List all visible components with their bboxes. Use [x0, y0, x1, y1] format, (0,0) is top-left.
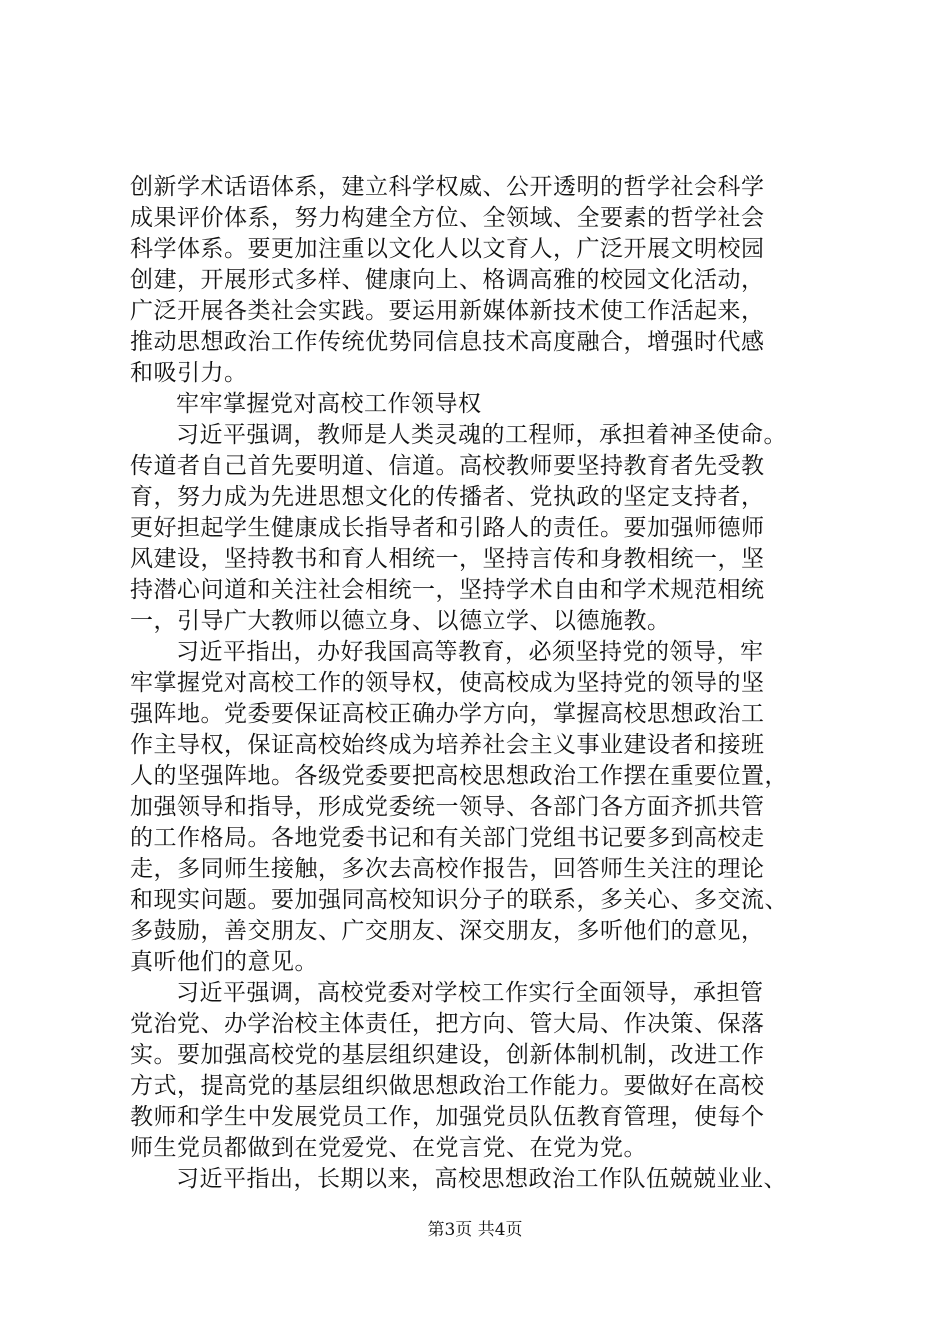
section-heading: 牢牢掌握党对高校工作领导权	[176, 391, 482, 417]
page-footer: 第3页 共4页	[427, 1220, 523, 1240]
text-line: 习近平强调，教师是人类灵魂的工程师，承担着神圣使命。	[176, 422, 787, 448]
text-line: 的工作格局。各地党委书记和有关部门党组书记要多到高校走	[130, 825, 765, 851]
text-line: 传道者自己首先要明道、信道。高校教师要坚持教育者先受教	[130, 453, 765, 479]
text-line: 多鼓励，善交朋友、广交朋友、深交朋友，多听他们的意见，	[130, 918, 765, 944]
text-line: 和吸引力。	[130, 360, 248, 386]
text-line: 创建，开展形式多样、健康向上、格调高雅的校园文化活动，	[130, 267, 765, 293]
text-line: 更好担起学生健康成长指导者和引路人的责任。要加强师德师	[130, 515, 765, 541]
text-line: 一，引导广大教师以德立身、以德立学、以德施教。	[130, 608, 671, 634]
text-line: 科学体系。要更加注重以文化人以文育人，广泛开展文明校园	[130, 236, 765, 262]
text-line: 实。要加强高校党的基层组织建设，创新体制机制，改进工作	[130, 1042, 765, 1068]
text-line: 加强领导和指导，形成党委统一领导、各部门各方面齐抓共管	[130, 794, 765, 820]
text-line: 成果评价体系，努力构建全方位、全领域、全要素的哲学社会	[130, 205, 765, 231]
text-line: 风建设，坚持教书和育人相统一，坚持言传和身教相统一，坚	[130, 546, 765, 572]
text-line: 作主导权，保证高校始终成为培养社会主义事业建设者和接班	[130, 732, 765, 758]
text-line: 创新学术话语体系，建立科学权威、公开透明的哲学社会科学	[130, 174, 765, 200]
text-line: 教师和学生中发展党员工作，加强党员队伍教育管理，使每个	[130, 1104, 765, 1130]
text-line: 真听他们的意见。	[130, 949, 318, 975]
text-line: 党治党、办学治校主体责任，把方向、管大局、作决策、保落	[130, 1011, 765, 1037]
text-line: 广泛开展各类社会实践。要运用新媒体新技术使工作活起来，	[130, 298, 765, 324]
text-line: 方式，提高党的基层组织做思想政治工作能力。要做好在高校	[130, 1073, 765, 1099]
text-line: 师生党员都做到在党爱党、在党言党、在党为党。	[130, 1135, 647, 1161]
text-line: 习近平强调，高校党委对学校工作实行全面领导，承担管	[176, 980, 764, 1006]
document-body	[130, 172, 842, 1195]
text-line: 人的坚强阵地。各级党委要把高校思想政治工作摆在重要位置，	[130, 763, 788, 789]
text-line: 习近平指出，长期以来，高校思想政治工作队伍兢兢业业、	[176, 1166, 787, 1192]
text-line: 推动思想政治工作传统优势同信息技术高度融合，增强时代感	[130, 329, 765, 355]
text-line: 习近平指出，办好我国高等教育，必须坚持党的领导，牢	[176, 639, 764, 665]
text-line: 和现实问题。要加强同高校知识分子的联系，多关心、多交流、	[130, 887, 788, 913]
text-line: 牢掌握党对高校工作的领导权，使高校成为坚持党的领导的坚	[130, 670, 765, 696]
text-line: 持潜心问道和关注社会相统一，坚持学术自由和学术规范相统	[130, 577, 765, 603]
text-line: 强阵地。党委要保证高校正确办学方向，掌握高校思想政治工	[130, 701, 765, 727]
text-line: 走，多同师生接触，多次去高校作报告，回答师生关注的理论	[130, 856, 765, 882]
text-line: 育，努力成为先进思想文化的传播者、党执政的坚定支持者，	[130, 484, 765, 510]
